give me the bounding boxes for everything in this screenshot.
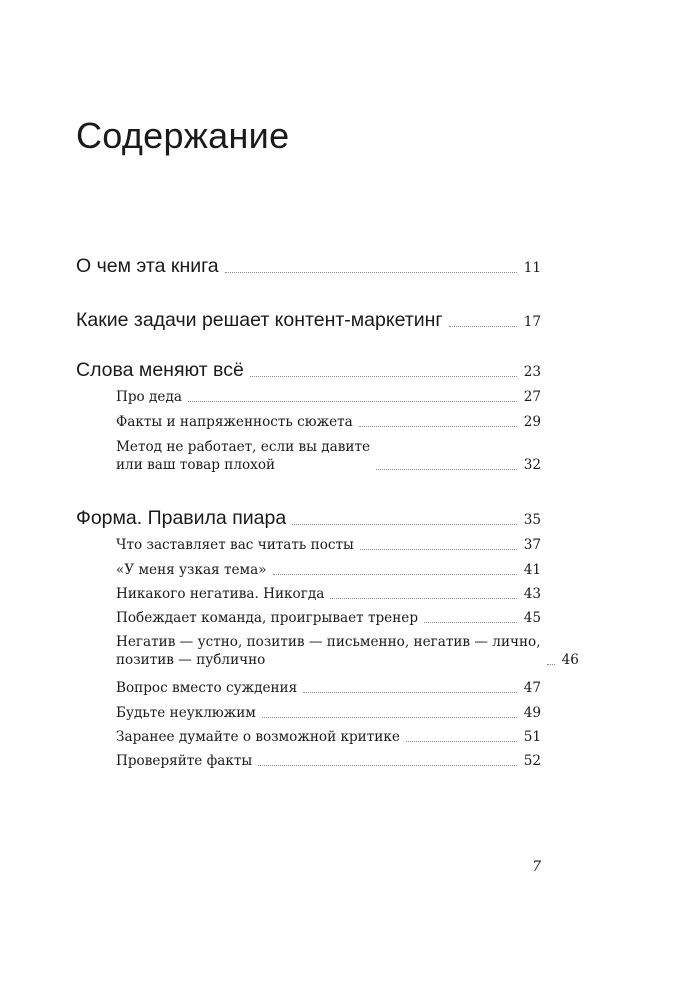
toc-chapter-entry	[76, 506, 541, 530]
dot-leader	[292, 524, 517, 525]
toc-section-entry	[116, 752, 541, 770]
toc-entry-title	[116, 438, 370, 474]
toc-section-entry	[116, 536, 541, 554]
dot-leader	[330, 598, 516, 599]
dot-leader	[449, 326, 517, 327]
dot-leader	[188, 401, 517, 402]
toc-chapter-entry	[76, 308, 541, 332]
toc-entry-title: Заранее думайте о возможной критике	[116, 729, 400, 745]
toc-entry-title: Слова меняют всё	[76, 359, 244, 381]
toc-entry-title-line: Метод не работает, если вы давите	[116, 439, 371, 455]
toc-entry-title: Никакого негатива. Никогда	[116, 586, 325, 602]
toc-entry-page: 51	[523, 729, 541, 745]
dot-leader	[360, 549, 517, 550]
toc-entry-page: 32	[523, 457, 541, 473]
dot-leader	[376, 469, 517, 470]
toc-section-entry	[116, 388, 541, 406]
toc-entry-title: Про деда	[116, 389, 182, 405]
dot-leader	[406, 741, 517, 742]
toc-section-entry	[116, 679, 541, 697]
toc-entry-title-line: или ваш товар плохой	[116, 457, 276, 473]
dot-leader	[250, 376, 517, 377]
toc-section-entry	[116, 561, 541, 579]
toc-entry-page: 23	[523, 364, 541, 380]
toc-entry-page: 45	[523, 610, 541, 626]
dot-leader	[262, 717, 517, 718]
toc-entry-page: 11	[523, 260, 541, 276]
dot-leader	[258, 765, 516, 766]
toc-entry-title: Что заставляет вас читать посты	[116, 537, 354, 553]
toc-entry-title: «У меня узкая тема»	[116, 562, 267, 578]
page-number: 7	[532, 859, 541, 875]
toc-entry-page: 43	[523, 586, 541, 602]
dot-leader	[303, 692, 516, 693]
toc-chapter-entry	[76, 254, 541, 278]
page-title: Содержание	[76, 115, 290, 156]
toc-entry-page: 17	[523, 314, 541, 330]
toc-entry-title: Проверяйте факты	[116, 753, 253, 769]
toc-entry-title: Какие задачи решает контент-маркетинг	[76, 309, 443, 331]
toc-entry-title: Побеждает команда, проигрывает тренер	[116, 610, 419, 626]
toc-entry-page: 47	[523, 680, 541, 696]
toc-entry-title: Форма. Правила пиара	[76, 507, 287, 529]
toc-entry-page: 52	[523, 753, 541, 769]
dot-leader	[225, 272, 517, 273]
toc-entry-page: 41	[523, 562, 541, 578]
toc-section-entry	[116, 413, 541, 431]
toc-section-entry	[116, 609, 541, 627]
toc-entry-page: 49	[523, 705, 541, 721]
toc-entry-page: 37	[523, 537, 541, 553]
toc-entry-page: 35	[523, 512, 541, 528]
toc-section-entry	[116, 633, 579, 669]
toc-entry-title: О чем эта книга	[76, 255, 219, 277]
toc-entry-title: Вопрос вместо суждения	[116, 680, 298, 696]
dot-leader	[273, 574, 517, 575]
dot-leader	[547, 664, 555, 665]
toc-entry-page: 27	[523, 389, 541, 405]
toc-chapter-entry	[76, 358, 541, 382]
toc-entry-title: Будьте неуклюжим	[116, 705, 256, 721]
toc-entry-page: 46	[561, 652, 579, 668]
toc-entry-page: 29	[523, 414, 541, 430]
toc-section-entry	[116, 585, 541, 603]
toc-entry-title: Факты и напряженность сюжета	[116, 414, 353, 430]
toc-section-entry	[116, 704, 541, 722]
dot-leader	[424, 622, 517, 623]
toc-entry-title-line: Негатив — устно, позитив — письменно, негатив — лично,	[116, 634, 541, 650]
toc-section-entry	[116, 728, 541, 746]
toc-entry-title-line: позитив — публично	[116, 652, 266, 668]
dot-leader	[359, 426, 517, 427]
toc-section-entry	[116, 438, 541, 474]
toc-entry-title	[116, 633, 541, 669]
